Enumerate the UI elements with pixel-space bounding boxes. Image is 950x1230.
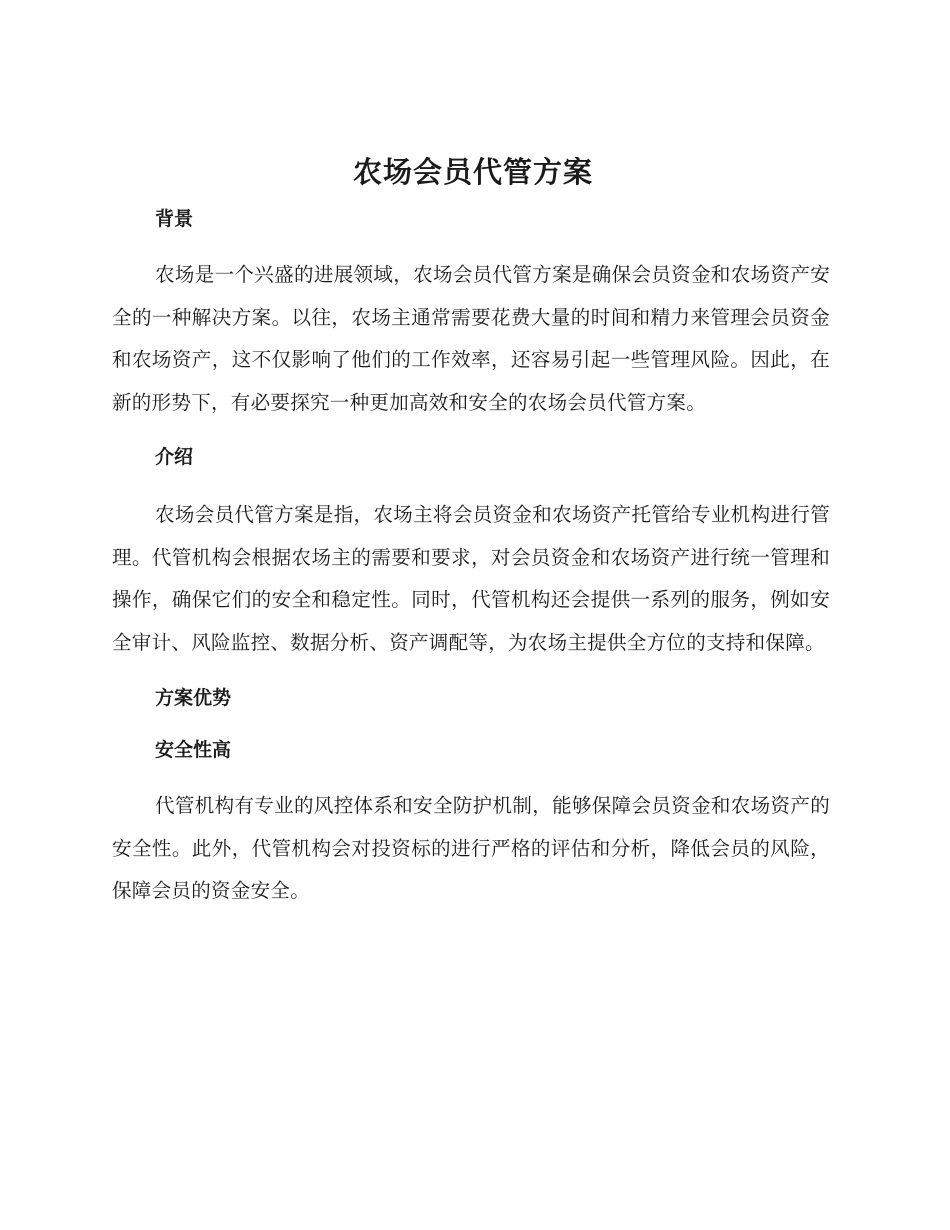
section-heading-background: 背景 <box>155 208 194 230</box>
section-heading-introduction: 介绍 <box>155 446 194 468</box>
paragraph-security: 代管机构有专业的风控体系和安全防护机制，能够保障会员资金和农场资产的安全性。此外，代管机构会对投资标的进行严格的评估和分析，降低会员的风险，保障会员的资金安全。 <box>112 794 830 902</box>
paragraph-background: 农场是一个兴盛的进展领域，农场会员代管方案是确保会员资金和农场资产安全的一种解决方案。以往，农场主通常需要花费大量的时间和精力来管理会员资金和农场资产，这不仅影响了他们的工作效率，还容易引起一些管理风险。因此，在新的形势下，有必要探究一种更加高效和安全的农场会员代管方案。 <box>112 263 830 414</box>
paragraph-introduction: 农场会员代管方案是指，农场主将会员资金和农场资产托管给专业机构进行管理。代管机构会根据农场主的需要和要求，对会员资金和农场资产进行统一管理和操作，确保它们的安全和稳定性。同时，代管机构还会提供一系列的服务，例如安全审计、风险监控、数据分析、资产调配等，为农场主提供全方位的支持和保障。 <box>112 503 830 654</box>
document-page <box>112 150 830 913</box>
section-heading-advantages: 方案优势 <box>155 687 232 709</box>
section-heading-security: 安全性高 <box>155 739 232 761</box>
document-title: 农场会员代管方案 <box>352 155 593 189</box>
